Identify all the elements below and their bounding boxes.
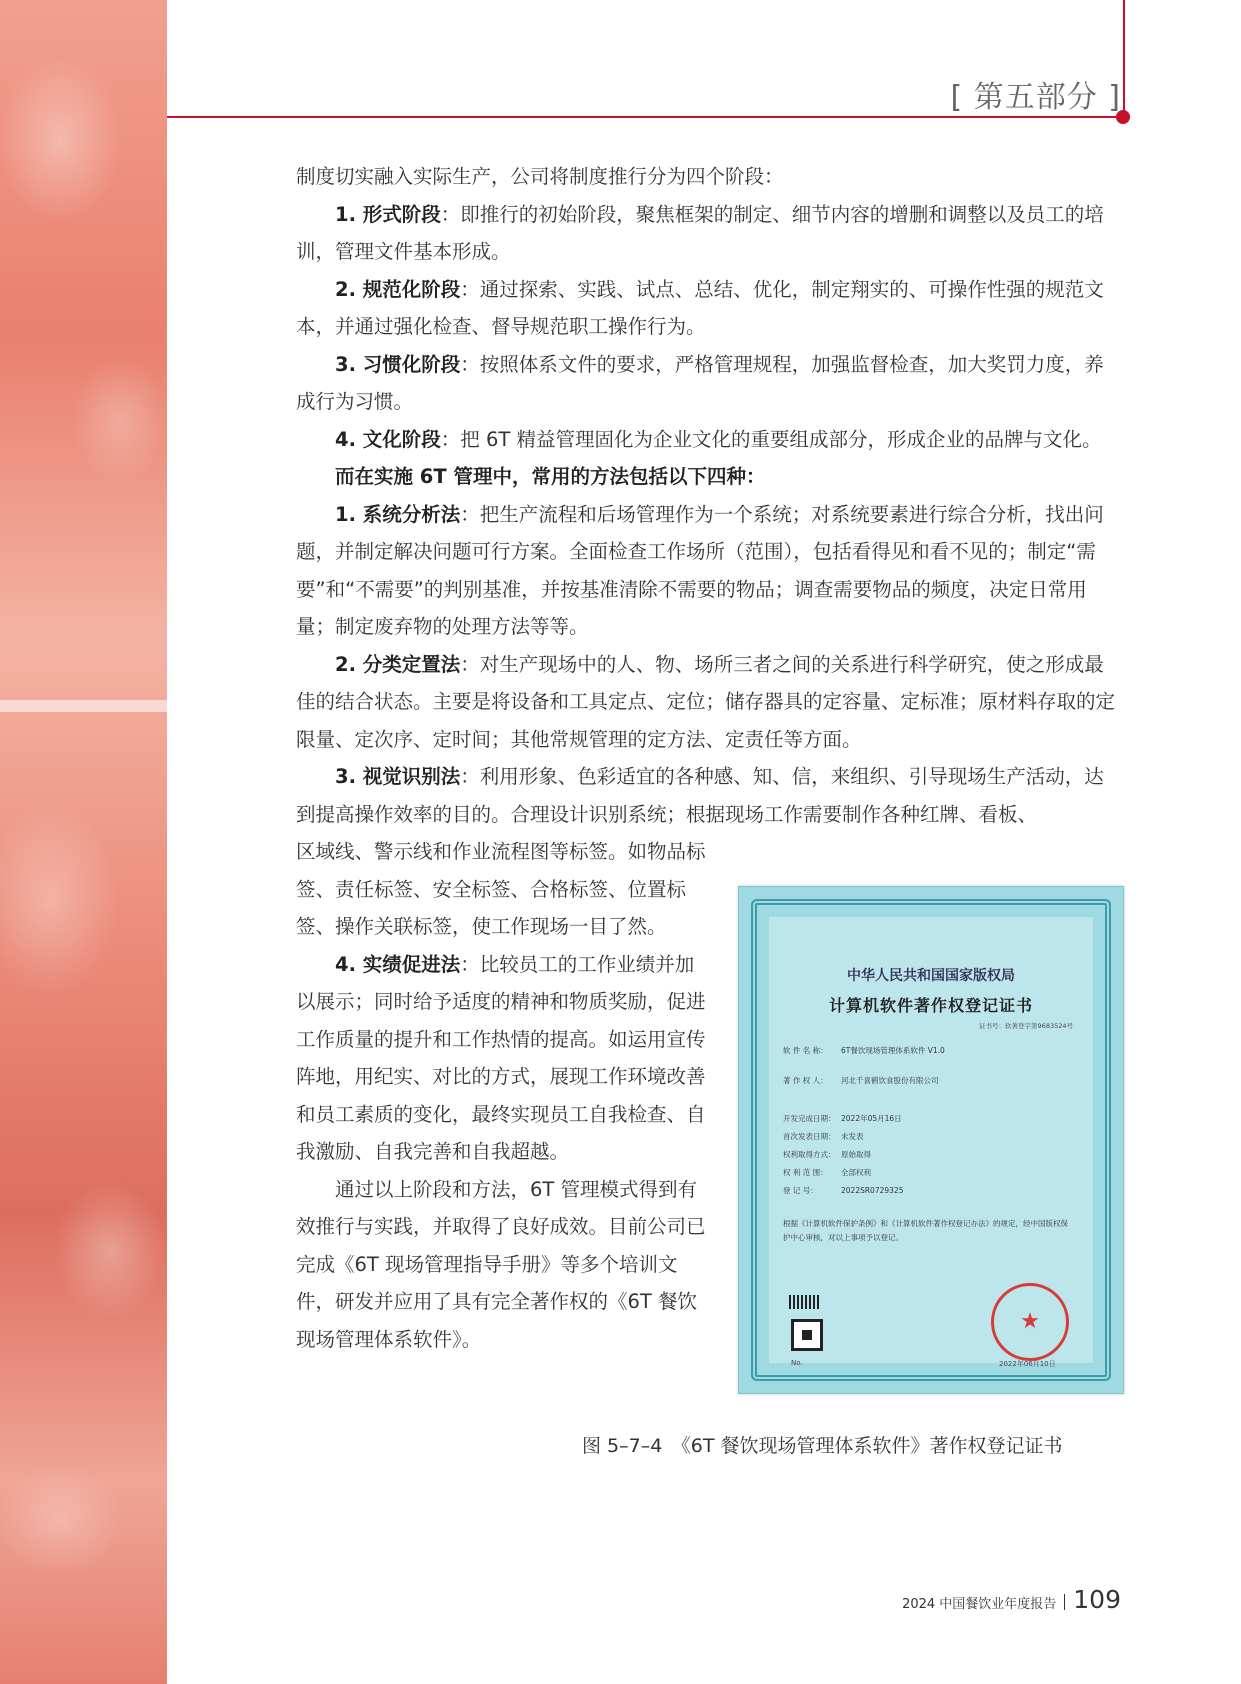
barcode bbox=[789, 1295, 821, 1309]
section-label: [ 第五部分 ] bbox=[950, 80, 1121, 115]
row-value: 原始取得 bbox=[841, 1150, 871, 1159]
certificate-number: 证书号：软著登字第9683524号 bbox=[979, 1022, 1073, 1030]
row-label: 登 记 号： bbox=[783, 1186, 818, 1195]
decorative-side-image bbox=[0, 0, 167, 1684]
stage-heading: 4. 文化阶段 bbox=[335, 427, 441, 451]
conclusion-paragraph: 通过以上阶段和方法，6T 管理模式得到有效推行与实践，并取得了良好成效。目前公司已完成《6T 现场管理指导手册》等多个培训文件，研发并应用了具有完全著作权的《6T 餐饮现场管理体系软件》。 bbox=[296, 1177, 706, 1351]
row-value: 河北千喜鹤饮食股份有限公司 bbox=[841, 1076, 939, 1085]
method-paragraph bbox=[296, 758, 1122, 833]
row-value: 2022SR0729325 bbox=[841, 1186, 904, 1195]
method-text: ：比较员工的工作业绩并加以展示；同时给予适度的精神和物质奖励，促进工作质量的提升和工作热情的提高。如运用宣传阵地，用纪实、对比的方式，展现工作环境改善和员工素质的变化，最终实现员工自我检查、自我激励、自我完善和自我超越。 bbox=[296, 952, 706, 1163]
certificate-row bbox=[783, 1075, 939, 1086]
method-heading: 4. 实绩促进法 bbox=[335, 952, 461, 976]
certificate-row bbox=[783, 1131, 864, 1142]
method-heading: 2. 分类定置法 bbox=[335, 652, 461, 676]
method-paragraph bbox=[296, 646, 1122, 759]
footer-divider bbox=[1064, 1594, 1065, 1610]
certificate-row bbox=[783, 1149, 871, 1160]
methods-heading: 而在实施 6T 管理中，常用的方法包括以下四种： bbox=[335, 465, 766, 488]
seal-star-icon: ★ bbox=[1020, 1309, 1040, 1334]
page-number: 109 bbox=[1073, 1585, 1121, 1614]
row-label: 著 作 权 人： bbox=[783, 1076, 828, 1085]
stage-paragraph bbox=[296, 271, 1122, 346]
footer-report-title: 2024 中国餐饮业年度报告 bbox=[902, 1597, 1057, 1612]
stage-heading: 1. 形式阶段 bbox=[335, 202, 441, 226]
certificate-statement: 根据《计算机软件保护条例》和《计算机软件著作权登记办法》的规定，经中国版权保护中心审核，对以上事项予以登记。 bbox=[783, 1219, 1068, 1242]
stage-paragraph bbox=[296, 346, 1122, 421]
stage-text: ：通过探索、实践、试点、总结、优化，制定翔实的、可操作性强的规范文本，并通过强化检查、督导规范职工操作行为。 bbox=[296, 277, 1104, 338]
figure-caption: 图 5–7–4 《6T 餐饮现场管理体系软件》著作权登记证书 bbox=[582, 1435, 1063, 1457]
method-paragraph-continued: 区域线、警示线和作业流程图等标签。如物品标签、责任标签、安全标签、合格标签、位置标签、操作关联标签，使工作现场一目了然。 bbox=[296, 840, 706, 938]
certificate-row bbox=[783, 1045, 945, 1056]
certificate-row bbox=[783, 1185, 903, 1196]
method-text: ：对生产现场中的人、物、场所三者之间的关系进行科学研究，使之形成最佳的结合状态。主要是将设备和工具定点、定位；储存器具的定容量、定标准；原材料存取的定限量、定次序、定时间；其他常规管理的定方法、定责任等方面。 bbox=[296, 652, 1116, 751]
method-heading: 3. 视觉识别法 bbox=[335, 765, 461, 788]
method-heading: 1. 系统分析法 bbox=[335, 502, 461, 526]
row-value: 2022年05月16日 bbox=[841, 1114, 902, 1123]
method-text: ：利用形象、色彩适宜的各种感、知、信，来组织、引导现场生产活动，达到提高操作效率的目的。合理设计识别系统；根据现场工作需要制作各种红牌、看板、 bbox=[296, 765, 1104, 826]
row-value: 6T餐饮现场管理体系软件 V1.0 bbox=[841, 1046, 945, 1055]
stage-heading: 2. 规范化阶段 bbox=[335, 277, 461, 301]
header-vertical-rule bbox=[1123, 0, 1125, 117]
certificate-image bbox=[738, 886, 1124, 1394]
row-label: 首次发表日期： bbox=[783, 1132, 836, 1141]
certificate-issue-date: 2022年06月10日 bbox=[999, 1360, 1056, 1368]
stage-text: ：即推行的初始阶段，聚焦框架的制定、细节内容的增删和调整以及员工的培训，管理文件基本形成。 bbox=[296, 202, 1104, 263]
stage-text: ：把 6T 精益管理固化为企业文化的重要组成部分，形成企业的品牌与文化。 bbox=[440, 427, 1102, 451]
certificate-serial: No. bbox=[791, 1359, 803, 1367]
page-footer bbox=[902, 1585, 1121, 1614]
row-label: 软 件 名 称： bbox=[783, 1046, 828, 1055]
row-value: 全部权利 bbox=[841, 1168, 871, 1177]
row-value: 未发表 bbox=[841, 1132, 864, 1141]
stage-paragraph bbox=[296, 421, 1122, 459]
header-horizontal-rule bbox=[167, 116, 1123, 118]
method-paragraph bbox=[296, 496, 1122, 646]
official-seal bbox=[991, 1283, 1069, 1361]
certificate-row bbox=[783, 1167, 871, 1178]
certificate-title: 计算机软件著作权登记证书 bbox=[828, 996, 1033, 1015]
stage-text: ：按照体系文件的要求，严格管理规程，加强监督检查，加大奖罚力度，养成行为习惯。 bbox=[296, 352, 1104, 413]
row-label: 权利取得方式： bbox=[783, 1150, 836, 1159]
qr-code bbox=[791, 1319, 823, 1351]
certificate-issuer: 中华人民共和国国家版权局 bbox=[847, 968, 1015, 984]
row-label: 开发完成日期： bbox=[783, 1114, 836, 1123]
row-label: 权 利 范 围： bbox=[783, 1168, 828, 1177]
intro-paragraph: 制度切实融入实际生产，公司将制度推行分为四个阶段： bbox=[296, 165, 784, 188]
stage-paragraph bbox=[296, 196, 1122, 271]
side-image-divider bbox=[0, 700, 167, 712]
stage-heading: 3. 习惯化阶段 bbox=[335, 352, 461, 376]
method-text: ：把生产流程和后场管理作为一个系统；对系统要素进行综合分析，找出问题，并制定解决问题可行方案。全面检查工作场所（范围），包括看得见和看不见的；制定“需要”和“不需要”的判别基准，并按基准清除不需要的物品；调查需要物品的频度，决定日常用量；制定废弃物的处理方法等等。 bbox=[296, 502, 1104, 638]
certificate-body bbox=[769, 917, 1093, 1368]
certificate-row bbox=[783, 1113, 902, 1124]
method-paragraph bbox=[296, 946, 706, 1171]
